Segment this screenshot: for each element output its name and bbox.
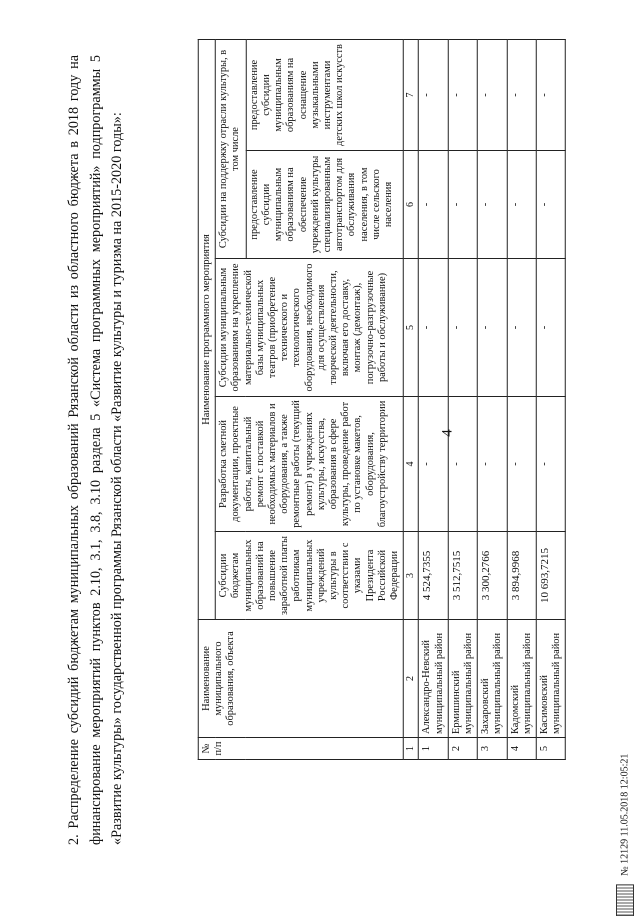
row-subsidy-salary: 3 512,7515 <box>448 532 477 620</box>
row-instruments: - <box>448 39 477 150</box>
registration-stamp-text: 12129 11.05.2018 12:05:21 <box>619 753 631 864</box>
table-row <box>507 39 536 759</box>
subsidy-table-container <box>198 40 566 760</box>
row-subsidy-salary: 10 693,7215 <box>536 532 565 620</box>
column-number: 3 <box>404 532 419 620</box>
row-name: Захаровский муниципальный район <box>478 620 507 738</box>
row-repair: - <box>536 397 565 532</box>
header-col6: предоставление субсидии муниципальным образованиям на обеспечение учреждений культуры специализированным автотранспортом для обслуживания населения, в том числе сельского населения <box>246 151 403 259</box>
row-num: 3 <box>478 738 507 760</box>
table-row <box>478 39 507 759</box>
row-subsidy-salary: 4 524,7355 <box>419 532 448 620</box>
row-transport: - <box>507 151 536 259</box>
header-name: Наименование муниципального образования, объекта <box>198 620 403 738</box>
row-transport: - <box>478 151 507 259</box>
header-num: № п/п <box>198 738 403 760</box>
header-row-1 <box>198 39 215 759</box>
row-repair: - <box>478 397 507 532</box>
row-transport: - <box>536 151 565 259</box>
barcode-stamp-icon <box>616 884 634 916</box>
row-repair: - <box>507 397 536 532</box>
row-subsidy-salary: 3 894,9968 <box>507 532 536 620</box>
column-number-row <box>404 39 419 759</box>
subsidy-table <box>198 39 566 760</box>
row-num: 4 <box>507 738 536 760</box>
row-instruments: - <box>536 39 565 150</box>
row-name: Кадомский муниципальный район <box>507 620 536 738</box>
table-row <box>448 39 477 759</box>
row-name: Ермишинский муниципальный район <box>448 620 477 738</box>
column-number: 5 <box>404 259 419 397</box>
header-col7: предоставление субсидии муниципальным образованиям на оснащение музыкальными инструментами детских школ искусств <box>246 39 403 150</box>
row-repair: - <box>448 397 477 532</box>
registration-mark: № <box>619 866 631 876</box>
row-num: 5 <box>536 738 565 760</box>
row-theatres: - <box>448 259 477 397</box>
column-number: 4 <box>404 397 419 532</box>
column-number: 7 <box>404 39 419 150</box>
header-col4: Разработка сметной документации, проектные работы, капитальный ремонт с поставкой необходимых материалов и оборудования, а также ремонтные работы (текущий ремонт) в учреждениях культуры, искусства, образования в сфере культуры, проведение работ по установке макетов, оборудования, благоустройству территории <box>215 397 403 532</box>
header-group: Наименование программного мероприятия <box>198 39 215 619</box>
row-instruments: - <box>507 39 536 150</box>
row-instruments: - <box>478 39 507 150</box>
row-theatres: - <box>536 259 565 397</box>
row-num: 2 <box>448 738 477 760</box>
document-heading <box>64 55 129 845</box>
row-theatres: - <box>507 259 536 397</box>
row-transport: - <box>448 151 477 259</box>
row-theatres: - <box>478 259 507 397</box>
header-col5: Субсидии муниципальным образованиям на укрепление материально-технической базы муниципальных театров (приобретение технического и технологического оборудования, необходимого для осуществления творческой деятельности, включая его доставку, монтаж (демонтаж), погрузочно-разгрузочные работы и обслуживание) <box>215 259 403 397</box>
row-name: Касимовский муниципальный район <box>536 620 565 738</box>
row-instruments: - <box>419 39 448 150</box>
registration-footer <box>616 754 634 916</box>
row-num: 1 <box>419 738 448 760</box>
column-number: 1 <box>404 738 419 760</box>
header-support: Субсидии на поддержку отрасли культуры, в том числе <box>215 39 246 258</box>
column-number: 6 <box>404 151 419 259</box>
page-number: 4 <box>439 429 456 437</box>
heading-text: 2. Распределение субсидий бюджетам муниципальных образований Рязанской области из областного бюджета в 2018 году на финансирование мероприятий пунктов 2.10, 3.1, 3.8, 3.10 раздела 5 «Система программных мероприятий» подпрограммы 5 «Развитие культуры» государственной программы Рязанской области «Развитие культуры и туризма на 2015-2020 годы»: <box>65 55 125 845</box>
row-name: Александро-Невский муниципальный район <box>419 620 448 738</box>
table-row <box>536 39 565 759</box>
row-repair: - <box>419 397 448 532</box>
table-row <box>419 39 448 759</box>
row-transport: - <box>419 151 448 259</box>
row-theatres: - <box>419 259 448 397</box>
header-col3: Субсидии бюджетам муниципальных образований на повышение заработной платы работникам муниципальных учреждений культуры в соответствии с указами Президента Российской Федерации <box>215 532 403 620</box>
row-subsidy-salary: 3 300,2766 <box>478 532 507 620</box>
column-number: 2 <box>404 620 419 738</box>
